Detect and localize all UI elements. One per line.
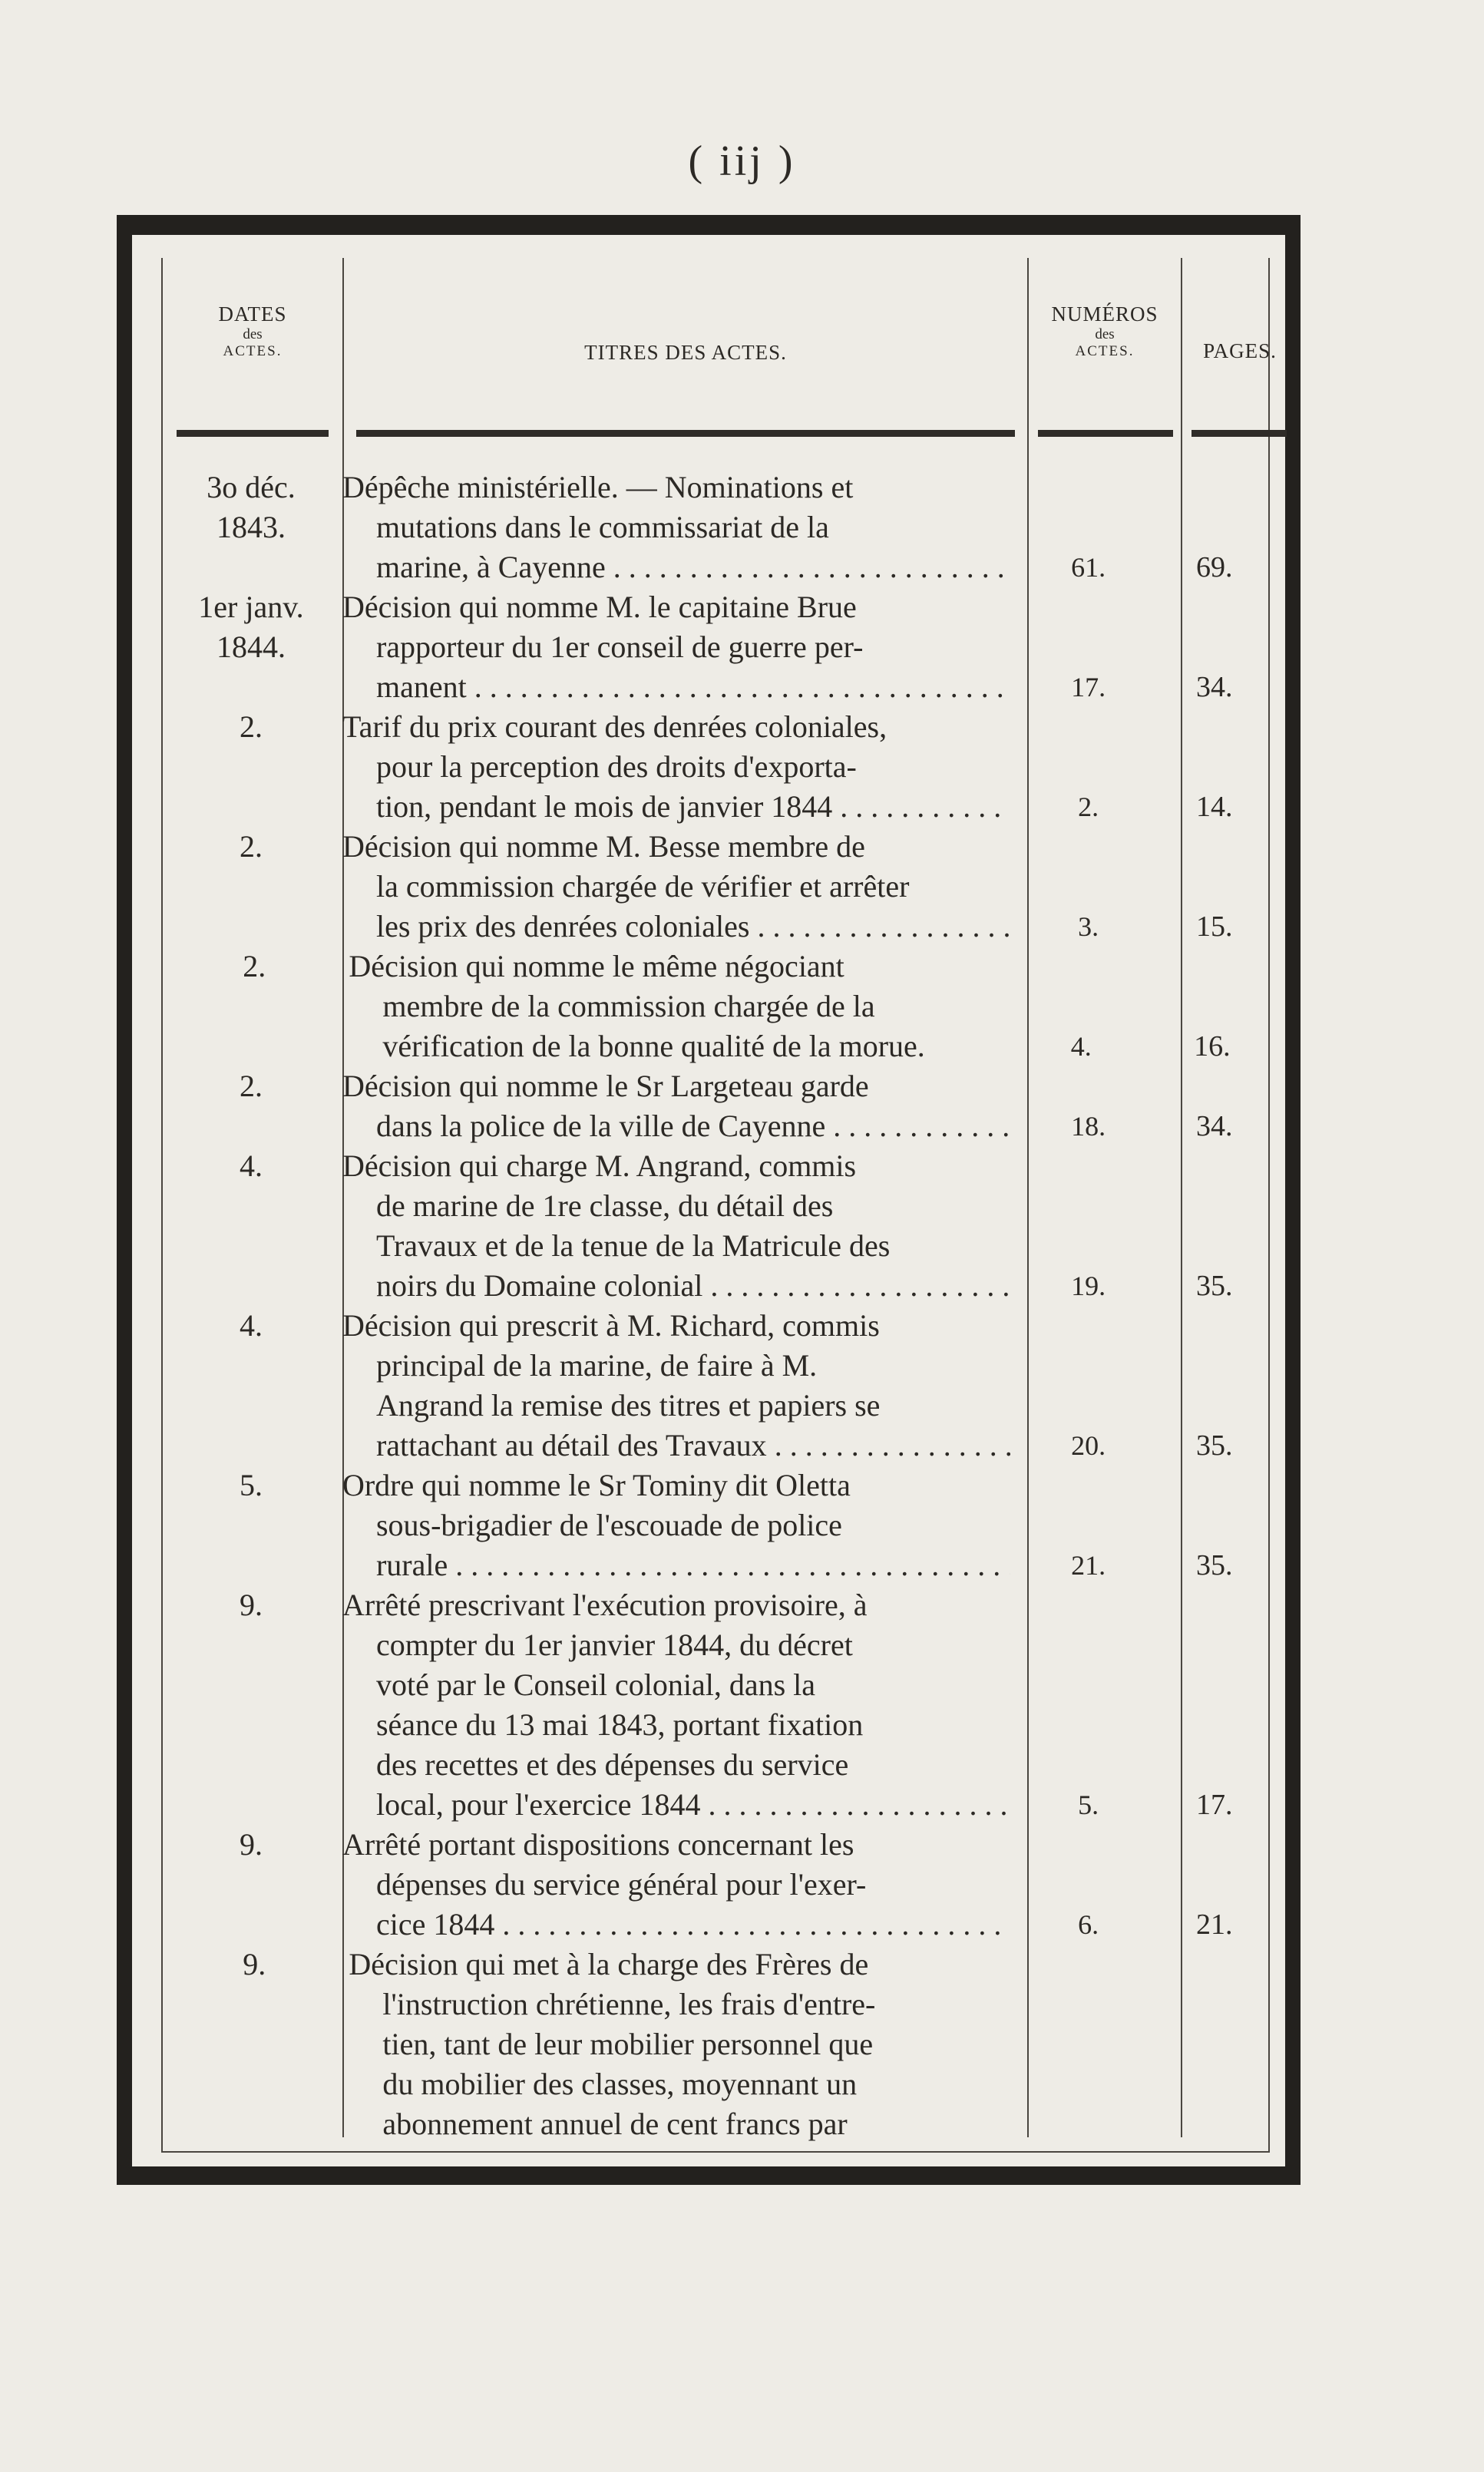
entry-title-line: membre de la commission chargée de la	[382, 989, 875, 1023]
entry-title-last-text: dans la police de la ville de Cayenne	[375, 1109, 826, 1143]
entries-list	[163, 468, 1268, 2144]
entry-title-last	[342, 667, 1010, 707]
entry-title-line: Angrand la remise des titres et papiers se	[375, 1388, 881, 1423]
entry-page: 35.	[1195, 1270, 1233, 1302]
entry-date: 4.	[239, 1148, 263, 1183]
entry-row	[163, 1945, 1268, 2144]
header-numeros-sub2: ACTES.	[1075, 342, 1135, 359]
entry-title	[332, 1585, 1016, 1825]
entry-title-last	[342, 1426, 1010, 1466]
entry-title-line: Décision qui charge M. Angrand, commis	[342, 1148, 857, 1183]
entry-title-line: de marine de 1re classe, du détail des	[375, 1188, 834, 1223]
entry-page: 34.	[1195, 1110, 1233, 1142]
entry-title-line: abonnement annuel de cent francs par	[382, 2107, 848, 2141]
header-pages-label: PAGES.	[1203, 339, 1277, 362]
entry-title-last	[342, 907, 1010, 947]
table-frame	[117, 215, 1301, 2185]
entry-numero: 5.	[1078, 1790, 1099, 1820]
entry-title-last-text: local, pour l'exercice 1844	[375, 1787, 701, 1822]
header-numeros-label: NUMÉROS	[1051, 302, 1158, 326]
entry-numero: 2.	[1078, 792, 1099, 822]
entry-page: 69.	[1195, 551, 1233, 583]
entry-title-last-text: noirs du Domaine colonial	[375, 1268, 703, 1303]
entry-numero: 3.	[1078, 911, 1099, 942]
entry-title-line: des recettes et des dépenses du service	[375, 1747, 849, 1782]
entry-date-year: 1843.	[216, 510, 286, 544]
entry-title	[332, 1825, 1016, 1945]
entry-title-line: rapporteur du 1er conseil de guerre per-	[375, 630, 864, 664]
entry-title-line: Tarif du prix courant des denrées coloniales,	[342, 709, 887, 744]
entry-date: 2.	[239, 709, 263, 744]
header-titles-label: TITRES DES ACTES.	[584, 341, 787, 364]
entry-numero: 21.	[1071, 1550, 1106, 1581]
entry-title	[332, 1066, 1016, 1146]
entry-title-last	[342, 1545, 1010, 1585]
entry-row	[163, 1066, 1268, 1146]
header-pages	[1182, 339, 1297, 363]
entry-title-line: compter du 1er janvier 1844, du décret	[375, 1628, 853, 1662]
entry-title-last-text: marine, à Cayenne	[375, 550, 606, 584]
entry-title-line: principal de la marine, de faire à M.	[375, 1348, 818, 1383]
entry-title-last	[342, 1785, 1010, 1825]
entry-title-line: l'instruction chrétienne, les frais d'entre-	[382, 1987, 876, 2021]
header-dates	[163, 302, 342, 360]
entry-numero: 20.	[1071, 1430, 1106, 1461]
entry-title-last	[342, 1106, 1010, 1146]
entry-row	[163, 1825, 1268, 1945]
header-numeros	[1029, 302, 1181, 360]
entry-row	[163, 468, 1268, 587]
header-dates-sub2: ACTES.	[223, 342, 283, 359]
entry-row	[163, 1585, 1268, 1825]
entry-title-last: vérification de la bonne qualité de la morue.	[382, 1029, 925, 1063]
entry-title	[332, 827, 1016, 947]
entry-row	[163, 1306, 1268, 1466]
entry-date: 9.	[243, 1947, 266, 1981]
entry-title-line: Décision qui nomme M. Besse membre de	[342, 829, 865, 864]
entry-title-last-text: cice 1844	[375, 1907, 495, 1942]
entry-title-line: Décision qui nomme M. le capitaine Brue	[342, 590, 857, 624]
entry-title-line: pour la perception des droits d'exporta-	[375, 749, 857, 784]
header-titles	[344, 341, 1027, 365]
entry-date: 9.	[239, 1827, 263, 1862]
entry-page: 35.	[1195, 1549, 1233, 1581]
entry-date: 5.	[239, 1468, 263, 1502]
entry-page: 34.	[1195, 671, 1233, 703]
entry-title-last-text: les prix des denrées coloniales	[375, 909, 750, 944]
entry-title-line: séance du 13 mai 1843, portant fixation	[375, 1707, 864, 1742]
entry-title-line: du mobilier des classes, moyennant un	[382, 2067, 858, 2101]
entry-title-last-text: rurale	[375, 1548, 448, 1582]
entry-page: 16.	[1194, 1030, 1231, 1062]
header-dates-label: DATES	[218, 302, 287, 326]
entry-numero: 17.	[1071, 672, 1106, 702]
entry-title-line: Arrêté prescrivant l'exécution provisoire, à	[342, 1588, 868, 1622]
entry-page: 15.	[1195, 910, 1233, 943]
header-dates-sub1: des	[243, 326, 263, 343]
header-rule	[356, 430, 1015, 437]
entry-page: 17.	[1195, 1789, 1233, 1821]
entry-date-year: 1844.	[216, 630, 286, 664]
entry-date: 2.	[239, 829, 263, 864]
page-number: ( iij )	[688, 137, 796, 185]
entry-date: 9.	[239, 1588, 263, 1622]
entry-row	[163, 707, 1268, 827]
entry-title-line: mutations dans le commissariat de la	[375, 510, 829, 544]
entry-title-line: tien, tant de leur mobilier personnel que	[382, 2027, 874, 2061]
entry-date-day: 3o déc.	[207, 470, 296, 504]
entry-title-last-text: rattachant au détail des Travaux	[375, 1428, 767, 1462]
header-rule	[1038, 430, 1173, 437]
entry-date	[163, 468, 332, 547]
entry-date	[163, 587, 332, 667]
entry-title	[332, 1146, 1016, 1306]
entry-numero: 4.	[1070, 1031, 1092, 1062]
entry-title	[338, 1945, 1006, 2144]
entry-title-line: sous-brigadier de l'escouade de police	[375, 1508, 842, 1542]
entry-title-line: Arrêté portant dispositions concernant les	[342, 1827, 854, 1862]
entry-numero: 18.	[1071, 1111, 1106, 1142]
entry-title-line: Travaux et de la tenue de la Matricule des	[375, 1228, 891, 1263]
entry-numero: 19.	[1071, 1271, 1106, 1301]
entry-title-line: Décision qui met à la charge des Frères de	[349, 1947, 869, 1981]
entry-title-last	[342, 547, 1010, 587]
entry-title-line: voté par le Conseil colonial, dans la	[375, 1667, 816, 1702]
entry-title	[332, 707, 1016, 827]
entry-title-line: dépenses du service général pour l'exer-	[375, 1867, 867, 1902]
entry-title-line: Décision qui nomme le même négociant	[349, 949, 844, 983]
entry-page: 35.	[1195, 1429, 1233, 1462]
entry-title	[332, 1466, 1016, 1585]
entry-row	[163, 587, 1268, 707]
entry-numero: 61.	[1071, 552, 1106, 583]
entry-row	[163, 1466, 1268, 1585]
entry-title	[332, 1306, 1016, 1466]
entry-date: 2.	[239, 1069, 263, 1103]
entry-title-line: Dépêche ministérielle. — Nominations et	[342, 470, 854, 504]
entry-title	[332, 468, 1016, 587]
entry-title-line: Décision qui prescrit à M. Richard, commis	[342, 1308, 880, 1343]
entry-title-line: la commission chargée de vérifier et arrêter	[375, 869, 910, 904]
entry-row	[163, 947, 1268, 1066]
entry-title-line: Ordre qui nomme le Sr Tominy dit Oletta	[342, 1468, 851, 1502]
entry-title	[338, 947, 1006, 1066]
entry-date: 2.	[243, 949, 266, 983]
header-rule	[1191, 430, 1287, 437]
entry-title	[332, 587, 1016, 707]
entry-date: 4.	[239, 1308, 263, 1343]
entry-title-last	[342, 1905, 1010, 1945]
table-inner	[161, 258, 1277, 2153]
entry-page: 14.	[1195, 791, 1233, 823]
header-rule	[177, 430, 329, 437]
header-numeros-sub1: des	[1095, 326, 1115, 343]
entry-title-last	[342, 1266, 1010, 1306]
entry-date-day: 1er janv.	[198, 590, 304, 624]
entry-title-last-text: manent	[375, 669, 467, 704]
entry-title-last-text: tion, pendant le mois de janvier 1844	[375, 789, 833, 824]
entry-title-last	[342, 787, 1010, 827]
entry-title-line: Décision qui nomme le Sr Largeteau garde	[342, 1069, 869, 1103]
entry-numero: 6.	[1078, 1909, 1099, 1940]
entry-row	[163, 1146, 1268, 1306]
entry-page: 21.	[1195, 1909, 1233, 1941]
entry-row	[163, 827, 1268, 947]
